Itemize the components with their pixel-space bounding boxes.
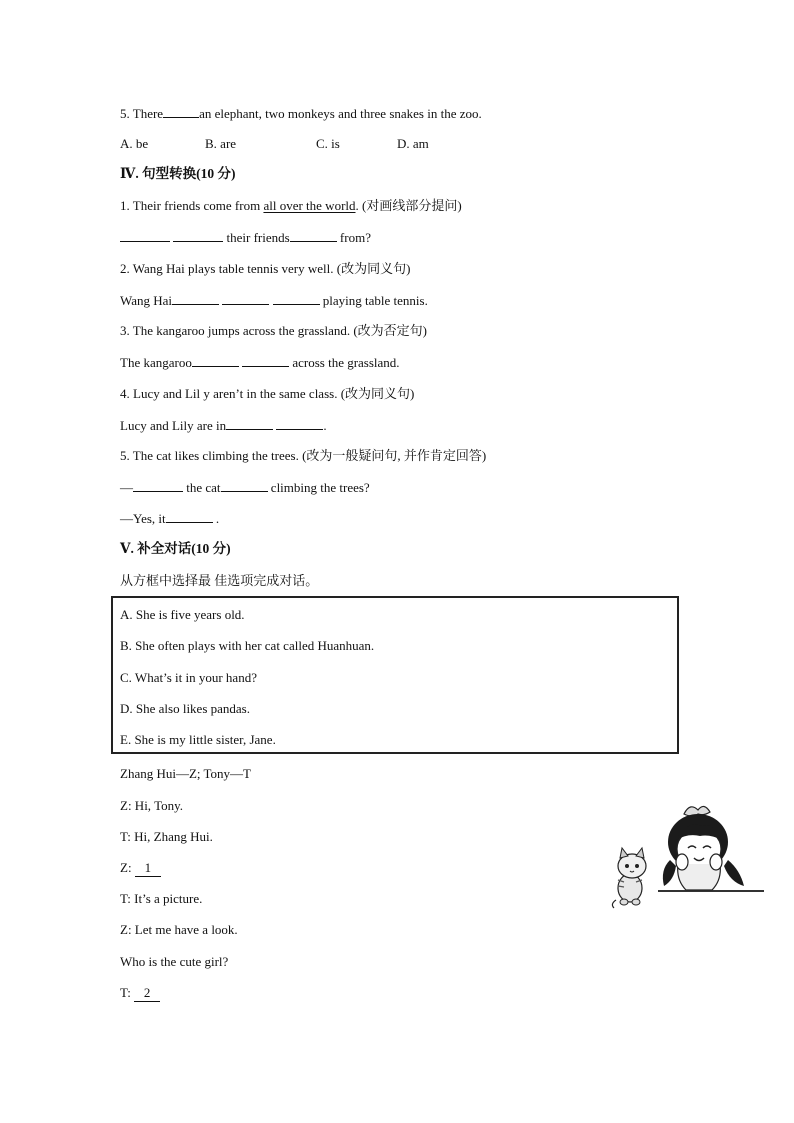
s4-q1-post: . (对画线部分提问)	[355, 198, 462, 213]
s4-a3	[120, 354, 400, 371]
s4-a1-mid: their friends	[223, 230, 290, 245]
s4-a1	[120, 229, 371, 246]
s4-a1-post: from?	[336, 230, 371, 245]
s4-q1-pre: 1. Their friends come from	[120, 198, 264, 213]
option-d: D. am	[397, 136, 429, 151]
s4-a5-end: .	[212, 511, 220, 526]
question-5-options	[0, 136, 794, 152]
section-5-title: Ⅴ. 补全对话(10 分)	[120, 541, 231, 556]
dialogue-line: Z: Let me have a look.	[120, 922, 238, 937]
q5-stem-pre: 5. There	[120, 106, 164, 121]
answer-blank[interactable]	[172, 292, 219, 305]
s4-q4: 4. Lucy and Lil y aren’t in the same class. (改为同义句)	[120, 386, 415, 401]
blank-number[interactable]: 2	[134, 985, 160, 1002]
dialogue-blank-1	[120, 860, 161, 877]
answer-blank[interactable]	[242, 354, 289, 367]
s4-a3-post: across the grassland.	[289, 355, 400, 370]
s4-a2	[120, 292, 428, 309]
s4-a5-mid: the cat	[183, 480, 221, 495]
s4-q2: 2. Wang Hai plays table tennis very well. (改为同义句)	[120, 261, 411, 276]
answer-blank[interactable]	[290, 229, 337, 242]
s4-a2-post: playing table tennis.	[319, 293, 428, 308]
dialogue-line: T: It’s a picture.	[120, 891, 203, 906]
s4-a4-post: .	[323, 418, 327, 433]
option-b: B. are	[205, 136, 237, 151]
answer-blank[interactable]	[221, 479, 268, 492]
section-5-instruction: 从方框中选择最 佳选项完成对话。	[120, 573, 319, 588]
answer-blank[interactable]	[133, 479, 183, 492]
box-option-a: A. She is five years old.	[120, 607, 245, 622]
answer-blank[interactable]	[120, 229, 170, 242]
dialogue-blank-2	[120, 985, 160, 1002]
section-4-title: Ⅳ. 句型转换(10 分)	[120, 166, 236, 181]
s4-a5-answer	[120, 510, 219, 527]
s4-a5-question	[120, 479, 370, 496]
q5-stem-post: an elephant, two monkeys and three snakes in the zoo.	[199, 106, 482, 121]
answer-blank[interactable]	[163, 105, 199, 118]
option-c: C. is	[316, 136, 340, 151]
dialogue-line: Z: Hi, Tony.	[120, 798, 184, 813]
option-a: A. be	[120, 136, 149, 151]
answer-blank[interactable]	[276, 417, 323, 430]
box-option-e: E. She is my little sister, Jane.	[120, 732, 276, 747]
s4-a4-pre: Lucy and Lily are in	[120, 418, 227, 433]
s4-a5-dash: —	[120, 480, 133, 495]
answer-blank[interactable]	[273, 292, 320, 305]
answer-blank[interactable]	[222, 292, 269, 305]
dialogue-line: Who is the cute girl?	[120, 954, 229, 969]
dialogue-roles: Zhang Hui—Z; Tony—T	[120, 766, 252, 781]
s4-q1	[120, 198, 462, 214]
answer-blank[interactable]	[166, 510, 213, 523]
box-option-c: C. What’s it in your hand?	[120, 670, 257, 685]
blank-number[interactable]: 1	[135, 860, 161, 877]
s4-a5-post: climbing the trees?	[267, 480, 370, 495]
box-option-d: D. She also likes pandas.	[120, 701, 250, 716]
speaker-z: Z:	[120, 860, 135, 875]
dialogue-line: T: Hi, Zhang Hui.	[120, 829, 213, 844]
answer-blank[interactable]	[173, 229, 223, 242]
box-option-b: B. She often plays with her cat called Huanhuan.	[120, 638, 375, 653]
answer-blank[interactable]	[226, 417, 273, 430]
s4-a2-pre: Wang Hai	[120, 293, 173, 308]
s4-q5: 5. The cat likes climbing the trees. (改为一般疑问句, 并作肯定回答)	[120, 448, 487, 463]
girl-and-cat-illustration	[606, 800, 768, 912]
s4-a3-pre: The kangaroo	[120, 355, 192, 370]
s4-q1-underlined: all over the world	[263, 198, 356, 213]
s4-a4	[120, 417, 327, 434]
s4-a5-yes: —Yes, it	[120, 511, 166, 526]
s4-q3: 3. The kangaroo jumps across the grassland. (改为否定句)	[120, 323, 428, 338]
question-5-stem	[120, 105, 482, 122]
speaker-t: T:	[120, 985, 135, 1000]
answer-blank[interactable]	[192, 354, 239, 367]
